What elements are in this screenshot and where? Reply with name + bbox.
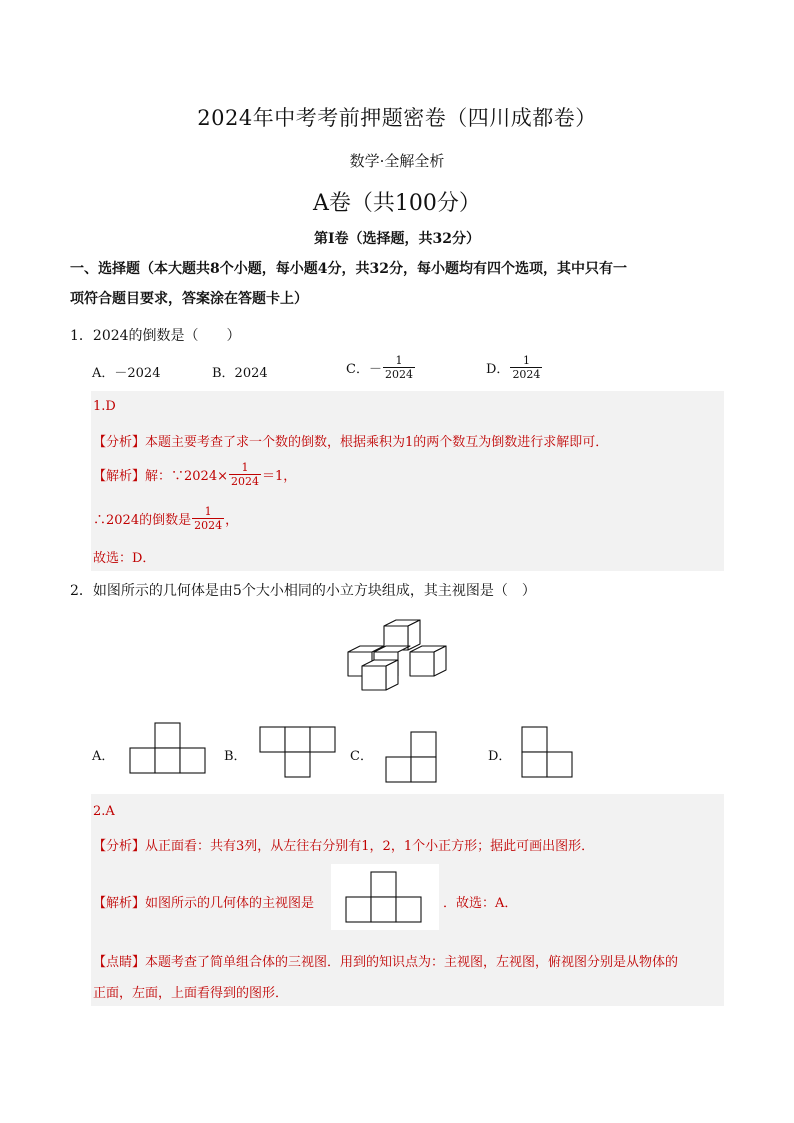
therefore-text-post: ， xyxy=(225,513,239,528)
q2-solution-post: ．故选：A． xyxy=(443,896,518,911)
comment-text: 本题考查了简单组合体的三视图．用到的知识点为：主视图，左视图，俯视图分别是从物体的 xyxy=(145,955,679,970)
cube-assembly-drawing xyxy=(340,618,450,698)
frac-denominator: 2024 xyxy=(231,475,259,488)
q1-option-c-prefix: C．－ xyxy=(346,362,382,377)
q1-choose: 故选：D． xyxy=(93,551,156,566)
q2-cube-figure xyxy=(340,618,450,698)
q2-option-d-label: D． xyxy=(488,749,512,764)
page-subtitle: 数学·全解全析 xyxy=(349,152,445,170)
frac-numerator: 1 xyxy=(241,461,249,474)
q2-option-b-figure xyxy=(258,726,338,780)
q2-option-b-label: B． xyxy=(224,749,247,764)
q2-solution xyxy=(93,892,314,911)
section-heading-line1: 一、选择题（本大题共8个小题，每小题4分，共32分，每小题均有四个选项，其中只有一 xyxy=(70,261,627,277)
q1-option-d-prefix: D． xyxy=(486,362,510,377)
q2-stem: 2．如图所示的几何体是由5个大小相同的小立方块组成，其主视图是（ ） xyxy=(70,583,536,599)
q2-option-a-label: A． xyxy=(92,749,115,764)
solution-fraction xyxy=(229,461,261,488)
q2-answer: 2.A xyxy=(93,804,115,819)
q1-option-a: A．－2024 xyxy=(92,366,161,381)
analysis-text: 从正面看：共有3列，从左往右分别有1，2，1个小正方形；据此可画出图形． xyxy=(145,839,595,854)
q2-option-c-label: C． xyxy=(350,749,373,764)
q2-solution-front-view xyxy=(331,864,439,930)
q1-analysis xyxy=(93,431,608,450)
q1-therefore xyxy=(93,505,238,532)
frac-numerator: 1 xyxy=(395,354,403,367)
q2-option-c-figure xyxy=(384,731,440,785)
frac-numerator: 1 xyxy=(522,354,530,367)
frac-denominator: 2024 xyxy=(512,368,541,381)
comment-tag: 【点睛】 xyxy=(93,955,146,970)
q2-analysis xyxy=(93,835,594,854)
frac-denominator: 2024 xyxy=(384,368,413,381)
q1-answer: 1.D xyxy=(93,399,116,414)
solution-tag: 【解析】 xyxy=(93,896,146,911)
solution-tag: 【解析】 xyxy=(93,469,146,484)
frac-numerator: 1 xyxy=(204,505,212,518)
q1-answer-box xyxy=(91,391,724,571)
q1-solution xyxy=(93,461,296,488)
q1-option-c-fraction xyxy=(383,354,415,381)
therefore-fraction xyxy=(192,505,224,532)
therefore-text-pre: ∴2024的倒数是 xyxy=(93,513,192,528)
solution-text-pre: 解：∵2024× xyxy=(145,469,228,484)
q1-stem: 1．2024的倒数是（ ） xyxy=(70,328,241,344)
frac-denominator: 2024 xyxy=(194,519,223,532)
q1-option-d xyxy=(486,354,543,381)
volume-heading: A卷（共100分） xyxy=(313,191,481,216)
q1-option-d-fraction xyxy=(510,354,542,381)
analysis-tag: 【分析】 xyxy=(93,435,146,450)
q2-comment-line2: 正面，左面，上面看得到的图形． xyxy=(93,986,289,1001)
q2-comment-line1 xyxy=(93,951,678,970)
q1-option-c xyxy=(346,354,416,381)
page-title: 2024年中考考前押题密卷（四川成都卷） xyxy=(197,106,597,130)
part-heading: 第Ⅰ卷（选择题，共32分） xyxy=(313,231,481,247)
analysis-tag: 【分析】 xyxy=(93,839,146,854)
solution-text-pre: 如图所示的几何体的主视图是 xyxy=(145,896,315,911)
q2-answer-box xyxy=(91,794,724,1006)
solution-text-post: ＝1， xyxy=(262,469,297,484)
analysis-text: 本题主要考查了求一个数的倒数，根据乘积为1的两个数互为倒数进行求解即可． xyxy=(145,435,609,450)
q1-option-b: B．2024 xyxy=(212,366,268,381)
q2-option-a-figure xyxy=(128,722,208,776)
q2-option-d-figure xyxy=(520,726,576,780)
section-heading-line2: 项符合题目要求，答案涂在答题卡上） xyxy=(70,291,308,307)
